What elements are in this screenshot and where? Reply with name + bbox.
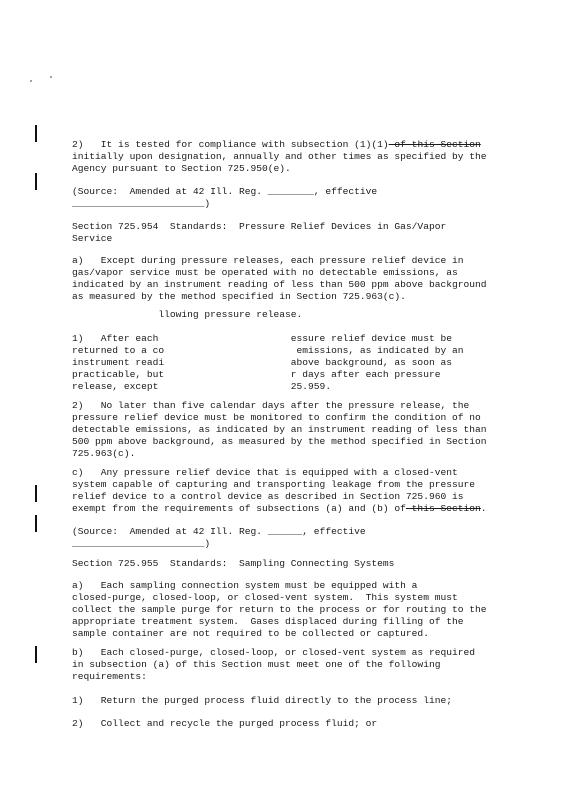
section-heading bbox=[72, 546, 508, 570]
text-line: a) Each sampling connection system must be equipped with a bbox=[72, 580, 418, 591]
text-line: 1) Return the purged process fluid directly to the process line; bbox=[72, 695, 452, 706]
text-line: appropriate treatment system. Gases displaced during filling of the bbox=[72, 616, 464, 627]
subsection-a bbox=[72, 568, 508, 640]
text-line: 1) After each essure relief device must be bbox=[72, 333, 452, 344]
text-line: _______________________) bbox=[72, 538, 211, 549]
text-line: closed-purge, closed-loop, or closed-vent system. This system must bbox=[72, 592, 458, 603]
text-line: (Source: Amended at 42 Ill. Reg. ______, effective bbox=[72, 526, 366, 537]
text-line: release, except 25.959. bbox=[72, 381, 332, 392]
subsection-c bbox=[72, 455, 508, 515]
text-line: sample container are not required to be collected or captured. bbox=[72, 628, 429, 639]
subsection-b-item-1 bbox=[72, 321, 508, 393]
text-line: in subsection (a) of this Section must meet one of the following bbox=[72, 659, 441, 670]
requirement-item-1 bbox=[72, 683, 508, 707]
source-note bbox=[72, 174, 508, 210]
text-line: a) Except during pressure releases, each pressure relief device in bbox=[72, 255, 464, 266]
change-bar bbox=[35, 646, 37, 663]
subsection-b-item-2 bbox=[72, 388, 508, 460]
text-line: indicated by an instrument reading of less than 500 ppm above background bbox=[72, 279, 487, 290]
text-line: Service bbox=[72, 233, 113, 244]
text-line: 2) No later than five calendar days after the pressure release, the bbox=[72, 400, 470, 411]
subsection-a bbox=[72, 243, 508, 303]
text-line: system capable of capturing and transporting leakage from the pressure bbox=[72, 479, 476, 490]
text-line: practicable, but r days after each pressure bbox=[72, 369, 441, 380]
change-bar bbox=[35, 173, 37, 190]
text-line: as measured by the method specified in Section 725.963(c). bbox=[72, 291, 406, 302]
text-line: c) Any pressure relief device that is equipped with a closed-vent bbox=[72, 467, 458, 478]
text-line: relief device to a control device as described in Section 725.960 is bbox=[72, 491, 464, 502]
text-line: 500 ppm above background, as measured by the method specified in Section bbox=[72, 436, 487, 447]
text-line: returned to a co emissions, as indicated by an bbox=[72, 345, 464, 356]
subsection-b bbox=[72, 297, 508, 321]
text-line: _______________________) bbox=[72, 198, 211, 209]
text-line: pressure relief device must be monitored to confirm the condition of no bbox=[72, 412, 481, 423]
text-line: llowing pressure release. bbox=[72, 309, 303, 320]
change-bar bbox=[35, 515, 37, 532]
paragraph-2-compliance bbox=[72, 127, 508, 175]
requirement-item-2 bbox=[72, 706, 508, 730]
struck-text: this Section bbox=[405, 503, 481, 514]
struck-text: of this Section bbox=[388, 139, 481, 150]
text-line: (Source: Amended at 42 Ill. Reg. ________, effective bbox=[72, 186, 378, 197]
text-line: collect the sample purge for return to the process or for routing to the bbox=[72, 604, 487, 615]
text-line: b) Each closed-purge, closed-loop, or closed-vent system as required bbox=[72, 647, 476, 658]
change-bar bbox=[35, 485, 37, 502]
change-bar bbox=[35, 125, 37, 142]
text-line: Section 725.955 Standards: Sampling Connecting Systems bbox=[72, 558, 395, 569]
text-line: Agency pursuant to Section 725.950(e). bbox=[72, 163, 291, 174]
text-punct: . bbox=[480, 503, 487, 514]
text-line: instrument readi above background, as soon as bbox=[72, 357, 452, 368]
section-heading bbox=[72, 209, 508, 245]
text-line: gas/vapor service must be operated with no detectable emissions, as bbox=[72, 267, 458, 278]
scan-dot bbox=[30, 80, 32, 82]
text-line: 2) It is tested for compliance with subsection (1)(1) bbox=[72, 139, 389, 150]
text-line: detectable emissions, as indicated by an instrument reading of less than bbox=[72, 424, 487, 435]
text-line: exempt from the requirements of subsections (a) and (b) of bbox=[72, 503, 406, 514]
text-line: initially upon designation, annually and other times as specified by the bbox=[72, 151, 487, 162]
text-line: Section 725.954 Standards: Pressure Relief Devices in Gas/Vapor bbox=[72, 221, 447, 232]
source-note bbox=[72, 514, 508, 550]
text-line: 725.963(c). bbox=[72, 448, 136, 459]
subsection-b bbox=[72, 635, 508, 683]
scan-dot bbox=[50, 76, 52, 78]
text-line: 2) Collect and recycle the purged process fluid; or bbox=[72, 718, 378, 729]
text-line: requirements: bbox=[72, 671, 147, 682]
